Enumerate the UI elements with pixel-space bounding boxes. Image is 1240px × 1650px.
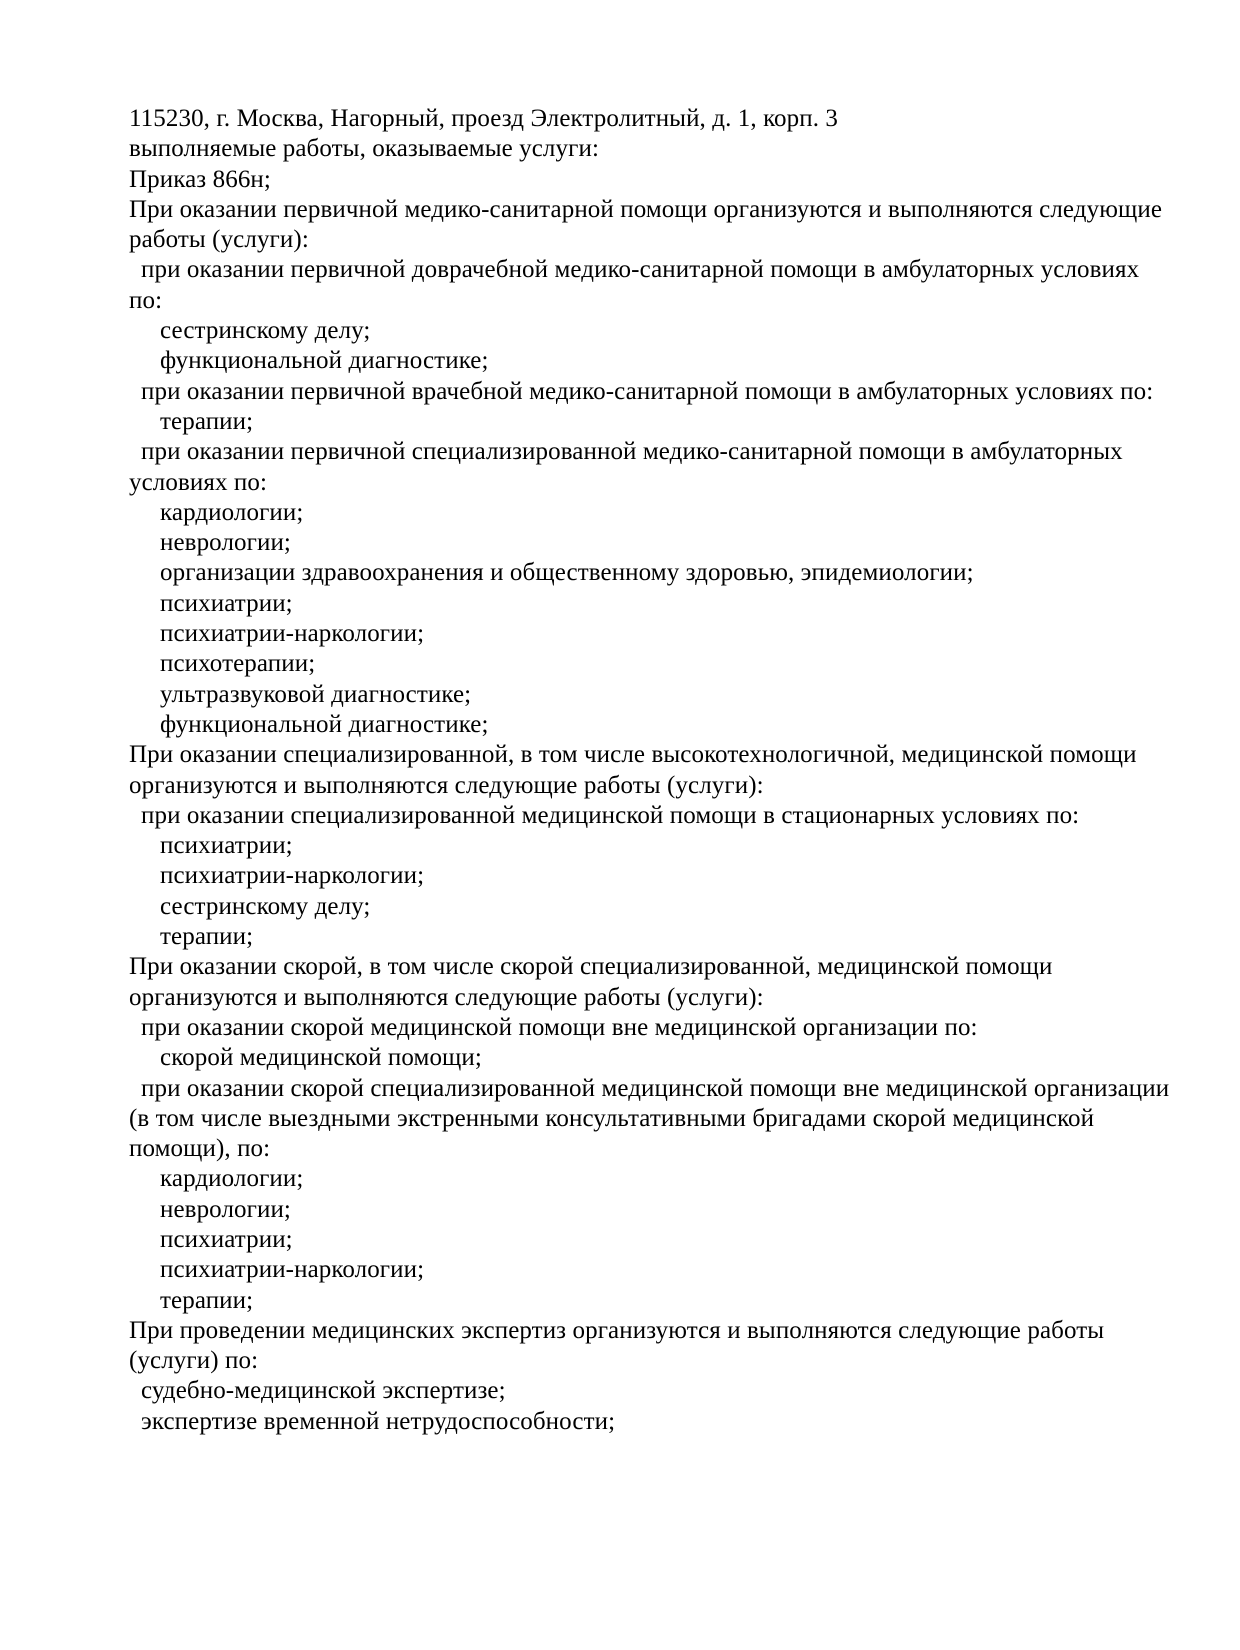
text-line: При оказании специализированной, в том числе высокотехнологичной, медицинской помощи bbox=[129, 741, 1137, 769]
text-line: психиатрии-наркологии; bbox=[160, 862, 425, 890]
text-line: 115230, г. Москва, Нагорный, проезд Электролитный, д. 1, корп. 3 bbox=[129, 105, 839, 132]
text-line: психиатрии-наркологии; bbox=[160, 1256, 425, 1284]
text-line: Приказ 866н; bbox=[129, 165, 271, 193]
text-line: психиатрии; bbox=[160, 1225, 293, 1253]
text-line: неврологии; bbox=[160, 1195, 291, 1223]
text-line: (в том числе выездными экстренными консультативными бригадами скорой медицинской bbox=[129, 1104, 1095, 1132]
text-line: при оказании скорой специализированной медицинской помощи вне медицинской организации bbox=[141, 1074, 1170, 1102]
text-line: функциональной диагностике; bbox=[160, 347, 489, 375]
text-line: терапии; bbox=[160, 407, 254, 435]
text-line: организации здравоохранения и общественному здоровью, эпидемиологии; bbox=[160, 559, 974, 587]
text-line: организуются и выполняются следующие работы (услуги): bbox=[129, 771, 764, 799]
license-works-text-block bbox=[129, 104, 1170, 1437]
text-line: выполняемые работы, оказываемые услуги: bbox=[129, 135, 599, 163]
text-line: При проведении медицинских экспертиз организуются и выполняются следующие работы bbox=[129, 1316, 1105, 1344]
text-line: при оказании специализированной медицинской помощи в стационарных условиях по: bbox=[141, 801, 1080, 829]
text-line: организуются и выполняются следующие работы (услуги): bbox=[129, 983, 764, 1011]
text-line: При оказании первичной медико-санитарной помощи организуются и выполняются следующие bbox=[129, 195, 1163, 223]
text-line: при оказании первичной доврачебной медико-санитарной помощи в амбулаторных условиях bbox=[141, 256, 1140, 284]
text-line: психотерапии; bbox=[160, 650, 316, 678]
text-line: сестринскому делу; bbox=[160, 892, 371, 920]
text-line: терапии; bbox=[160, 1286, 254, 1314]
text-line: по: bbox=[129, 286, 163, 314]
text-line: психиатрии-наркологии; bbox=[160, 620, 425, 648]
text-line: неврологии; bbox=[160, 529, 291, 557]
text-line: кардиологии; bbox=[160, 1165, 304, 1193]
text-line: при оказании первичной специализированной медико-санитарной помощи в амбулаторных bbox=[141, 438, 1123, 466]
text-line: экспертизе временной нетрудоспособности; bbox=[141, 1407, 616, 1435]
text-line: функциональной диагностике; bbox=[160, 710, 489, 738]
text-line: при оказании скорой медицинской помощи вне медицинской организации по: bbox=[141, 1013, 978, 1041]
text-line: психиатрии; bbox=[160, 832, 293, 860]
text-line: сестринскому делу; bbox=[160, 317, 371, 345]
text-line: судебно-медицинской экспертизе; bbox=[141, 1377, 506, 1405]
text-line: скорой медицинской помощи; bbox=[160, 1044, 482, 1072]
text-line: помощи), по: bbox=[129, 1135, 271, 1163]
text-line: ультразвуковой диагностике; bbox=[160, 680, 472, 708]
text-line: терапии; bbox=[160, 923, 254, 951]
text-line: при оказании первичной врачебной медико-санитарной помощи в амбулаторных условиях по: bbox=[141, 377, 1154, 405]
text-line: психиатрии; bbox=[160, 589, 293, 617]
text-line: При оказании скорой, в том числе скорой специализированной, медицинской помощи bbox=[129, 953, 1053, 981]
text-line: работы (услуги): bbox=[129, 226, 309, 254]
text-line: кардиологии; bbox=[160, 498, 304, 526]
text-line: (услуги) по: bbox=[129, 1347, 259, 1375]
text-line: условиях по: bbox=[129, 468, 268, 496]
